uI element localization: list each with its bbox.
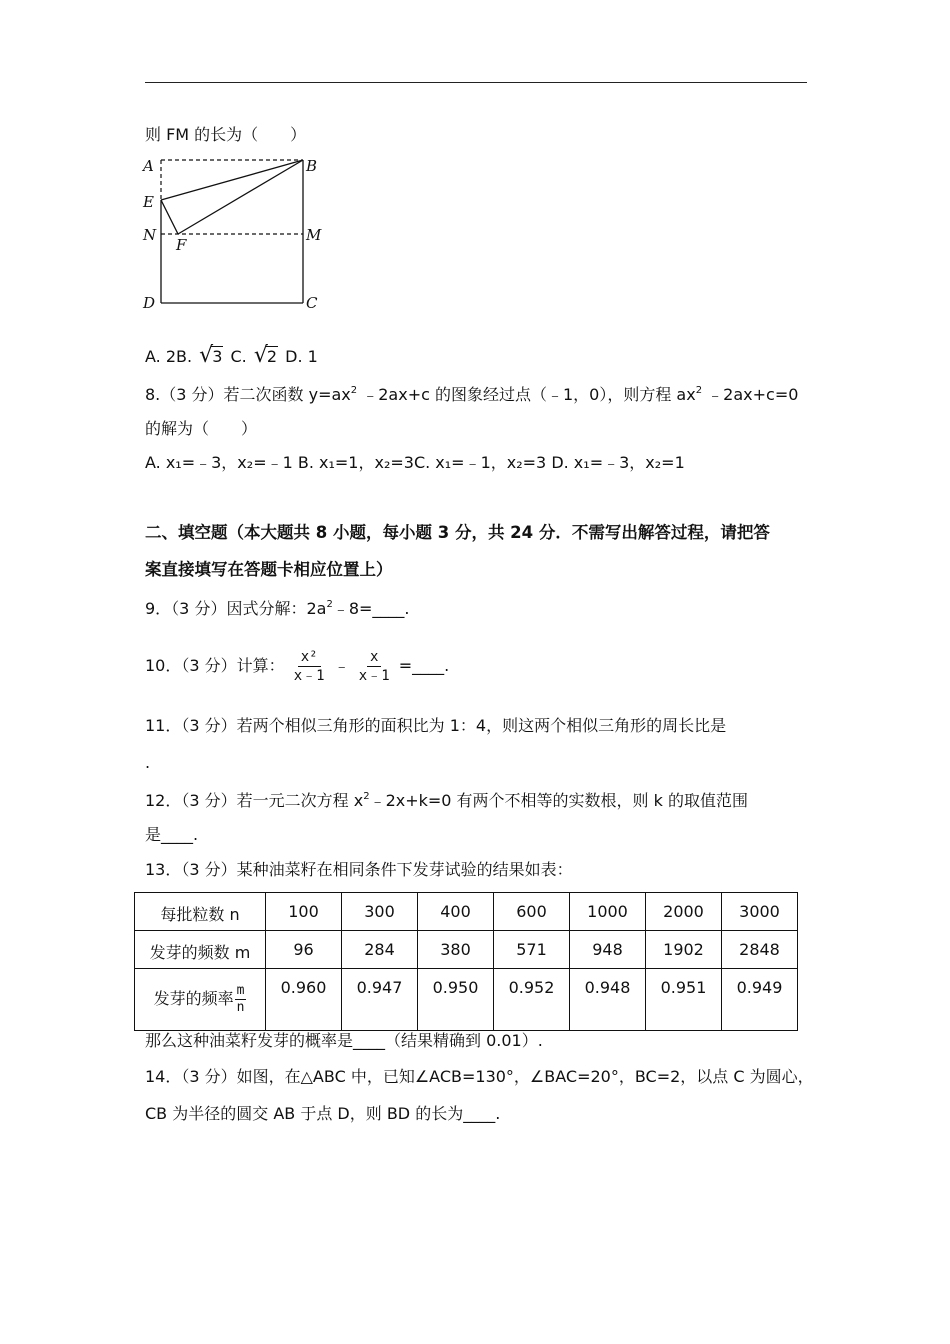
table-cell: 0.951: [646, 969, 722, 1031]
table-cell: 600: [494, 893, 570, 931]
table-row: [135, 969, 798, 1031]
label-m: M: [306, 226, 322, 244]
q7-option-a: A. 2B.: [145, 347, 193, 366]
table-cell: 284: [342, 931, 418, 969]
q10: 10．（3 分）计算： $\frac{\text{x²}}{x﹣1}$ ﹣ $\frac{x}{x﹣1}$ =____.: [145, 649, 450, 684]
q8-line1: 8.（3 分）若二次函数 $y=ax^2$ ﹣2ax+c 的图象经过点（﹣1，0），则方程 $ax^2$ ﹣2ax+c=0: [145, 385, 799, 404]
table-cell: 300: [342, 893, 418, 931]
header-rule: [145, 82, 807, 83]
q7-option-d: D. 1: [285, 347, 318, 366]
table-cell: 1000: [570, 893, 646, 931]
sqrt-3: √3: [199, 343, 223, 368]
table-head-rate: 发芽的频率 $\frac{m}{n}$: [135, 969, 266, 1031]
section2-heading-line1: 二、填空题（本大题共 8 小题，每小题 3 分，共 24 分．不需写出解答过程，请把答: [145, 523, 770, 542]
q11-line2: .: [145, 753, 151, 772]
label-n: N: [143, 226, 157, 244]
q11-line1: 11．（3 分）若两个相似三角形的面积比为 1：4，则这两个相似三角形的周长比是: [145, 716, 727, 735]
q7-option-c-label: C.: [230, 347, 247, 366]
table-cell: 400: [418, 893, 494, 931]
q7-geometry-figure: [138, 152, 328, 317]
section2-heading-line2: 案直接填写在答题卡相应位置上）: [145, 560, 393, 579]
q12-line2: 是____.: [145, 825, 199, 844]
table-cell: 0.949: [722, 969, 798, 1031]
q7-question-tail: 则 FM 的长为（ ）: [145, 125, 307, 144]
table-cell: 0.950: [418, 969, 494, 1031]
table-cell: 3000: [722, 893, 798, 931]
table-head-n: 每批粒数 n: [135, 893, 266, 931]
table-cell: 0.952: [494, 969, 570, 1031]
m-over-n-fraction: $\frac{m}{n}$: [236, 983, 245, 1015]
label-c: C: [306, 294, 318, 312]
q8-options: A. x₁=﹣3，x₂=﹣1 B. x₁=1，x₂=3C. x₁=﹣1，x₂=3 D. x₁=﹣3，x₂=1: [145, 453, 685, 472]
label-f: F: [176, 236, 187, 254]
table-cell: 948: [570, 931, 646, 969]
table-cell: 0.960: [266, 969, 342, 1031]
table-cell: 2000: [646, 893, 722, 931]
label-d: D: [143, 294, 156, 312]
segment-fb: [178, 160, 303, 234]
q12-line1: 12．（3 分）若一元二次方程 $x^2﹣2x+k=0$ 有两个不相等的实数根，则 k 的取值范围: [145, 791, 748, 810]
q10-fraction-1: $\frac{\text{x²}}{x﹣1}$: [293, 649, 325, 684]
label-a: A: [143, 157, 154, 175]
table-cell: 0.947: [342, 969, 418, 1031]
q13-text: 13．（3 分）某种油菜籽在相同条件下发芽试验的结果如表：: [145, 860, 573, 879]
q9: 9．（3 分）因式分解：$2a^2﹣8=\_\_\_\_$.: [145, 599, 410, 618]
table-cell: 380: [418, 931, 494, 969]
table-cell: 0.948: [570, 969, 646, 1031]
q8-line2: 的解为（ ）: [145, 419, 258, 438]
table-cell: 571: [494, 931, 570, 969]
table-head-m: 发芽的频数 m: [135, 931, 266, 969]
segment-eb: [161, 160, 303, 200]
sqrt-2: √2: [253, 343, 278, 368]
germination-table: [134, 892, 798, 1031]
q13-after: 那么这种油菜籽发芽的概率是____（结果精确到 0.01）.: [145, 1031, 543, 1050]
table-cell: 96: [266, 931, 342, 969]
label-b: B: [306, 157, 318, 175]
q14-line2: CB 为半径的圆交 AB 于点 D，则 BD 的长为____.: [145, 1104, 501, 1123]
q14-line1: 14．（3 分）如图，在△ABC 中，已知∠ACB=130°，∠BAC=20°，BC=2，以点 C 为圆心，: [145, 1067, 814, 1086]
table-cell: 2848: [722, 931, 798, 969]
label-e: E: [143, 193, 154, 211]
table-cell: 100: [266, 893, 342, 931]
table-row: [135, 893, 798, 931]
table-row: [135, 931, 798, 969]
table-cell: 1902: [646, 931, 722, 969]
q7-options: [145, 345, 318, 368]
segment-ef: [161, 200, 178, 234]
q10-fraction-2: $\frac{x}{x﹣1}$: [358, 649, 390, 684]
